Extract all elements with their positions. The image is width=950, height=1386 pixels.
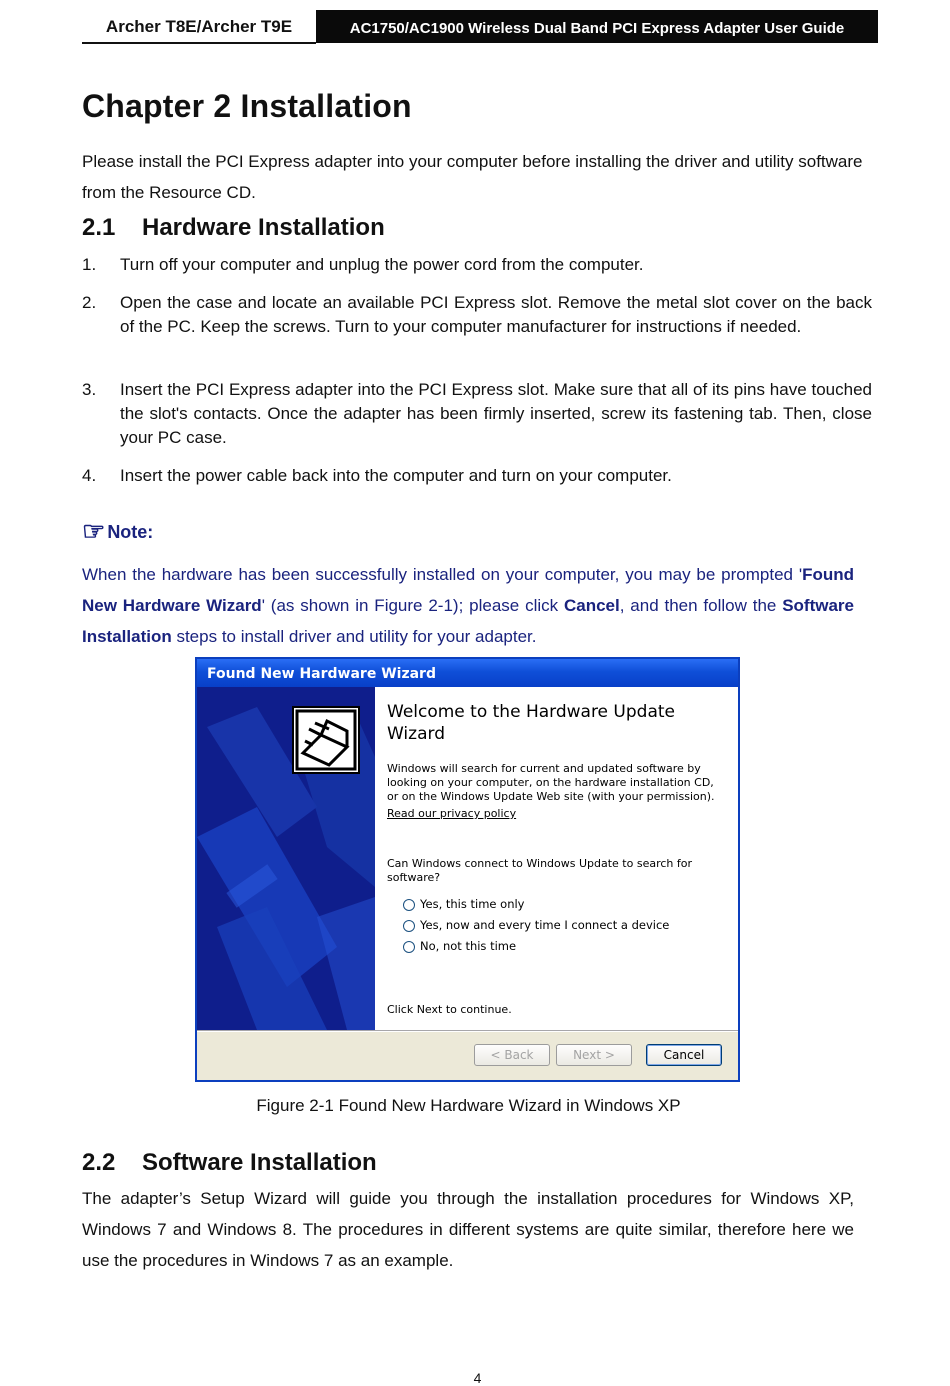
radio-label: No, not this time (420, 939, 517, 953)
note-heading (82, 516, 153, 547)
pointing-hand-icon: ☞ (82, 516, 106, 546)
section-number: 2.1 (82, 214, 116, 241)
step-text: Insert the power cable back into the computer and turn on your computer. (120, 466, 672, 485)
radio-yes-this-time[interactable] (403, 897, 524, 911)
header-guide-title: AC1750/AC1900 Wireless Dual Band PCI Express Adapter User Guide (316, 10, 878, 43)
note-text: steps to install driver and utility for your adapter. (171, 627, 537, 646)
radio-no-not-this-time[interactable] (403, 939, 516, 953)
step-item (82, 464, 872, 488)
step-text: Open the case and locate an available PCI Express slot. Remove the metal slot cover on the back of the PC. Keep the screws. Turn to your computer manufacturer for instructions if needed. (120, 293, 872, 336)
privacy-policy-link[interactable]: Read our privacy policy (387, 807, 517, 820)
step-text: Turn off your computer and unplug the power cord from the computer. (120, 255, 644, 274)
step-number: 3. (82, 380, 97, 399)
radio-circle-icon (403, 899, 415, 911)
radio-label: Yes, this time only (420, 897, 525, 911)
wizard-question: Can Windows connect to Windows Update to search for software? (387, 857, 693, 884)
wizard-heading: Welcome to the Hardware Update Wizard (387, 702, 675, 744)
back-button[interactable]: < Back (474, 1044, 550, 1066)
step-item (82, 378, 872, 450)
section-hardware-heading (82, 214, 385, 242)
note-text: When the hardware has been successfully installed on your computer, you may be prompted ' (82, 565, 803, 584)
step-number: 1. (82, 255, 97, 274)
section-number: 2.2 (82, 1149, 116, 1176)
radio-circle-icon (403, 920, 415, 932)
header-product-name: Archer T8E/Archer T9E (82, 12, 316, 44)
software-paragraph: The adapter’s Setup Wizard will guide you through the installation procedures for Windows XP, Windows 7 and Windows 8. The procedures in different systems are quite similar, therefore here we use the procedures in Windows 7 as an example. (82, 1189, 854, 1270)
wizard-title-bar: Found New Hardware Wizard (197, 659, 738, 687)
step-item (82, 291, 872, 339)
wizard-description: Windows will search for current and updated software by looking on your computer, on the hardware installation CD, or on the Windows Update Web site (with your permission). (387, 762, 715, 803)
section-title: Hardware Installation (142, 214, 385, 241)
page-number: 4 (473, 1370, 482, 1386)
step-item (82, 253, 872, 277)
note-text: , and then follow the (619, 596, 783, 615)
hardware-icon (293, 707, 359, 773)
section-title: Software Installation (142, 1149, 377, 1176)
wizard-content-pane (375, 687, 738, 1030)
wizard-continue-text: Click Next to continue. (387, 1003, 512, 1016)
note-paragraph (82, 559, 854, 652)
step-number: 2. (82, 293, 97, 312)
wizard-window (195, 657, 740, 1082)
note-label: Note: (107, 522, 154, 542)
step-text: Insert the PCI Express adapter into the PCI Express slot. Make sure that all of its pins have touched the slot's contacts. Once the adapter has been firmly inserted, screw its fastening tab. Then, close your PC case. (120, 380, 872, 447)
radio-yes-every-time[interactable] (403, 918, 669, 932)
note-text: ' (as shown in Figure 2-1); please click (261, 596, 564, 615)
wizard-banner-graphic (197, 687, 375, 1030)
radio-circle-icon (403, 941, 415, 953)
cancel-button[interactable]: Cancel (646, 1044, 722, 1066)
note-bold-cancel: Cancel (563, 596, 620, 615)
note-bold-wizard: Found New Hardware Wizard (82, 565, 854, 615)
radio-label: Yes, now and every time I connect a device (420, 918, 670, 932)
figure-caption: Figure 2-1 Found New Hardware Wizard in Windows XP (256, 1096, 681, 1115)
step-number: 4. (82, 466, 97, 485)
chapter-title: Chapter 2 Installation (82, 88, 412, 124)
note-bold-software: Software Installation (82, 596, 854, 646)
wizard-side-banner (197, 687, 375, 1030)
next-button[interactable]: Next > (556, 1044, 632, 1066)
intro-paragraph: Please install the PCI Express adapter into your computer before installing the driver and utility software from the Resource CD. (82, 152, 863, 202)
section-software-heading (82, 1149, 377, 1177)
wizard-divider (197, 1030, 738, 1032)
